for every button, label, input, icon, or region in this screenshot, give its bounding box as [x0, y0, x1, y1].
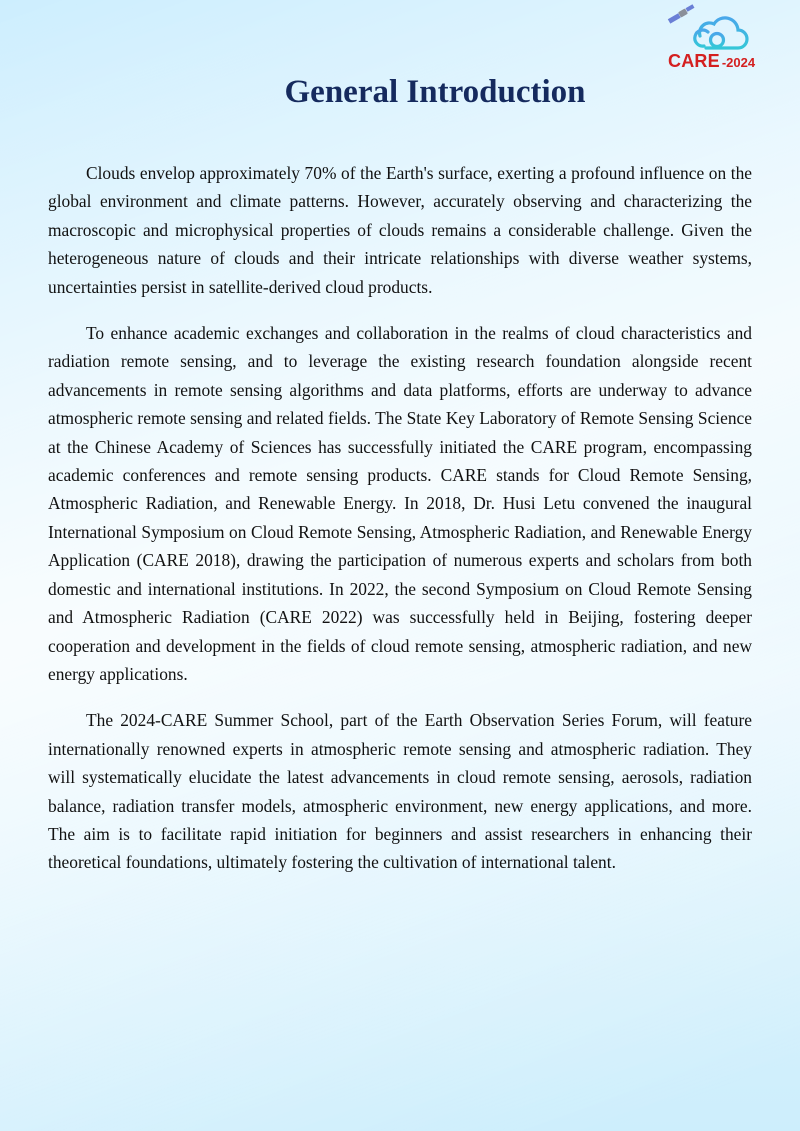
- paragraph-summer-school: The 2024-CARE Summer School, part of the Earth Observation Series Forum, will feature internationally renowned experts in atmospheric remote sensing and atmospheric radiation. They will systematically elucidate the latest advancements in cloud remote sensing, aerosols, radiation balance, radiation transfer models, atmospheric environment, new energy applications, and more. The aim is to facilitate rapid initiation for beginners and assist researchers in enhancing their theoretical foundations, ultimately fostering the cultivation of international talent.: [48, 710, 752, 873]
- care-2024-logo: [660, 2, 772, 72]
- logo-year: -2024: [721, 55, 756, 70]
- paragraph-care-program: To enhance academic exchanges and collaboration in the realms of cloud characteristics and radiation remote sensing, and to leverage the existing research foundation alongside recent advancements in remote sensing algorithms and data platforms, efforts are underway to advance atmospheric remote sensing and related fields. The State Key Laboratory of Remote Sensing Science at the Chinese Academy of Sciences has successfully initiated the CARE program, encompassing academic conferences and remote sensing products. CARE stands for Cloud Remote Sensing, Atmospheric Radiation, and Renewable Energy. In 2018, Dr. Husi Letu convened the inaugural International Symposium on Cloud Remote Sensing, Atmospheric Radiation, and Renewable Energy Application (CARE 2018), drawing the participation of numerous experts and scholars from both domestic and international institutions. In 2022, the second Symposium on Cloud Remote Sensing and Atmospheric Radiation (CARE 2022) was successfully held in Beijing, fostering deeper cooperation and development in the fields of cloud remote sensing, atmospheric radiation, and new energy applications.: [48, 323, 752, 684]
- page-title: General Introduction: [284, 74, 586, 110]
- body-text: [48, 159, 752, 895]
- cloud-icon: [695, 18, 747, 48]
- satellite-cloud-graphic: [660, 2, 772, 54]
- satellite-icon: [668, 4, 695, 23]
- logo-wordmark: [668, 52, 755, 71]
- paragraph-clouds-overview: Clouds envelop approximately 70% of the Earth's surface, exerting a profound influence on the global environment and climate patterns. However, accurately observing and characterizing the macroscopic and microphysical properties of clouds remains a considerable challenge. Given the heterogeneous nature of clouds and their intricate relationships with diverse weather systems, uncertainties persist in satellite-derived cloud products.: [48, 163, 752, 297]
- logo-brand: CARE: [668, 51, 720, 71]
